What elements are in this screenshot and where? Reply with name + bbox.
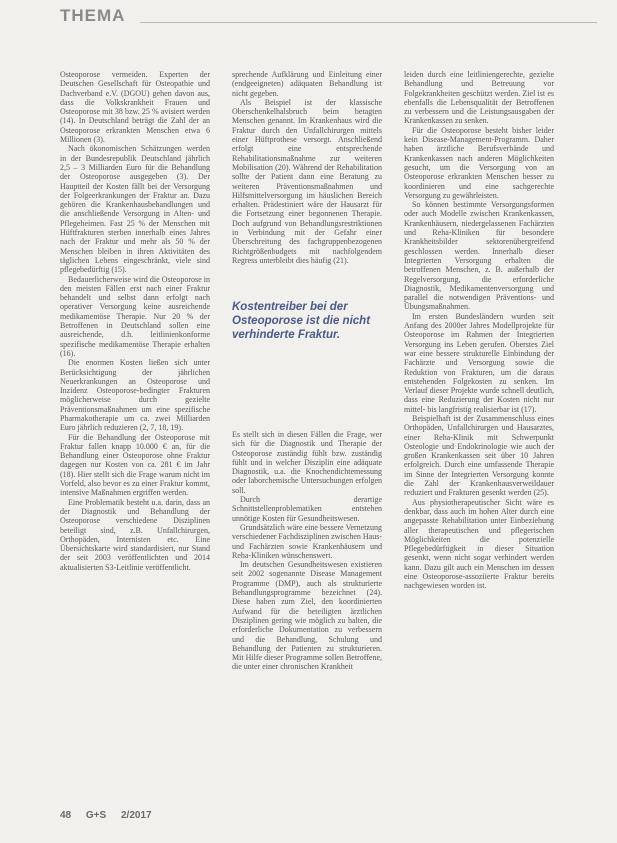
issue-number: 2/2017: [120, 810, 152, 821]
paragraph: Es stellt sich in diesen Fällen die Frage, wer sich für die Diagnostik und Therapie der Osteoporose zuständig fühlt bzw. zuständig fühlt und in welcher Disziplin eine adäquate Diagnostik, u.a. die Knochendichtemessung oder laborchemische Untersuchungen erfolgen soll.: [232, 430, 382, 495]
pull-quote-line: verhinderte Fraktur.: [232, 329, 341, 341]
paragraph: Als Beispiel ist der klassische Oberschenkelhalsbruch beim betagten Menschen genannt. Im Krankenhaus wird die Fraktur durch den Unfallchirurgen mittels einer Hüftprothese versorgt. Anschließend erfolgt eine entsprechende Rehabilitationsmaßnahme zur weiteren Mobilisation (20). Während der Rehabilitation sollte der Patient dann eine Beratung zu weiteren Präventionsmaßnahmen und Hilfsmittelversorgung im häuslichen Bereich erhalten. Prädestiniert wäre der Hausarzt für die Fortsetzung einer begonnenen Therapie. Doch aufgrund von Behandlungsrestriktionen in Verbindung mit der Gefahr einer Überschreitung des fachgruppenbezogenen Richtgrößenbudgets mit nachfolgendem Regress unterbleibt dies häufig (21).: [232, 97, 382, 265]
header-rule: [140, 22, 597, 23]
pull-quote-line: Osteoporose ist die nicht: [232, 315, 371, 327]
page-footer: [60, 810, 164, 821]
paragraph: sprechende Aufklärung und Einleitung einer (endgeeigneten) adäquaten Behandlung ist nicht gegeben.: [232, 70, 382, 98]
paragraph: Nach ökonomischen Schätzungen werden in der Bundesrepublik Deutschland jährlich 2,5 – 3 Milliarden Euro für die Behandlung der Osteoporose ausgegeben (3). Der Hauptteil der Kosten fällt bei der Versorgung der Folgeerkrankungen der Fraktur an. Dazu gehören die Krankenhausbehandlungen und die anschließende Versorgung in Alten- und Pflegeheimen. Fast 25 % der Menschen mit Hüftfrakturen sterben innerhalb eines Jahres nach der Fraktur und mehr als 50 % der Menschen bleiben in ihren Aktivitäten des täglichen Lebens eingeschränkt, viele sind pflegebedürftig (15).: [60, 144, 210, 275]
paragraph: Im deutschen Gesundheitswesen existieren seit 2002 sogenannte Disease Management Programme (DMP), auch als strukturierte Behandlungsprogramme bezeichnet (24). Diese haben zum Ziel, den koordinierten Aufwand für die beteiligten ärztlichen Disziplinen gering wie möglich zu halten, die erforderliche Dokumentation zu verbessern und die Behandlung, Schulung und Behandlung der Patienten zu strukturieren. Mit Hilfe dieser Programme sollen Betroffene, die unter einer chronischen Krankheit: [232, 560, 382, 672]
journal-name: G+S: [85, 810, 107, 821]
article-column-1: [60, 70, 210, 822]
pull-quote-line: Kostentreiber bei der: [232, 301, 348, 313]
article-column-3: [404, 70, 554, 822]
pull-quote: [232, 300, 402, 342]
paragraph: Durch derartige Schnittstellenproblematiken entstehen unnötige Kosten für Gesundheitswesen.: [232, 495, 382, 523]
paragraph: Osteoporose vermeiden. Experten der Deutschen Gesellschaft für Osteopathie und Dachverband e.V. (DGOU) gehen davon aus, dass die Volkskrankheit Frauen und Osteoporose mit 38 bzw. 25 % avisiert werden (14). In Deutschland beträgt die Zahl der an Osteoporose erkrankten Menschen etwa 6 Millionen (3).: [60, 70, 210, 145]
paragraph: Im ersten Bundesländern wurden seit Anfang des 2000er Jahres Modellprojekte für Osteoporose im Rahmen der Integrierten Versorgung ins Leben gerufen. Oberstes Ziel war eine bessere strukturelle Einbindung der Fachärzte und Versorgung sowie die Reduktion von Frakturen, um die daraus entstehenden Folgekosten zu senken. Im Verlauf dieser Projekte wurde schnell deutlich, dass eine Reduzierung der Kosten nicht nur mittel- bis langfristig realisierbar ist (17).: [404, 311, 554, 414]
paragraph: Für die Osteoporose besteht bisher leider kein Disease-Management-Programm. Daher haben ärztliche Berufsverbände und Krankenkassen nach anderen Möglichkeiten gesucht, um die Versorgung von an Osteoporose erkrankten Menschen besser zu koordinieren und eine sachgerechte Versorgung zu gewährleisten.: [404, 125, 554, 200]
section-title: THEMA: [60, 6, 126, 25]
paragraph: leiden durch eine leitliniengerechte, gezielte Behandlung und Betreuung vor Folgekrankheiten geschützt werden. Ziel ist es ebenfalls die Lebensqualität der Betroffenen zu verbessern und die Leistungsausgaben der Krankenkassen zu senken.: [404, 70, 554, 126]
paragraph: Eine Problematik besteht u.a. darin, dass an der Diagnostik und Behandlung der Osteoporose verschiedene Disziplinen beteiligt sind, z.B. Unfallchirurgen, Orthopäden, Internisten etc. Eine Übersichtskarte wird standardisiert, nur Stand der seit 2003 veröffentlichten und 2014 aktualisierten S3-Leitlinie veröffentlicht.: [60, 497, 210, 572]
article-column-2-bottom: [232, 430, 382, 822]
paragraph: Bedauerlicherweise wird die Osteoporose in den meisten Fällen erst nach einer Fraktur behandelt und selbst dann erfolgt nach operativer Versorgung keine ausreichende medikamentöse Therapie. Nur 20 % der Betroffenen in Deutschland sollen eine ausreichende, d.h. leitlinienkonforme spezifische medikamentöse Therapie erhalten (16).: [60, 274, 210, 358]
paragraph: Für die Behandlung der Osteoporose mit Fraktur fallen knapp 10.000 € an, für die Behandlung einer Osteoporose ohne Fraktur dagegen nur Kosten von ca. 281 € im Jahr (18). Hier stellt sich die Frage warum nicht im Vorfeld, also bevor es zu einer Fraktur kommt, intensive Maßnahmen ergriffen werden.: [60, 432, 210, 498]
paragraph: Die enormen Kosten ließen sich unter Berücksichtigung der jährlichen Neuerkrankungen an Osteoporose und Inzidenz Osteoporose-bedingter Frakturen möglicherweise durch gezielte Präventionsmaßnahmen um eine spezifische Pharmakotherapie um ca. zwei Milliarden Euro jährlich reduzieren (2, 7, 18, 19).: [60, 358, 210, 433]
paragraph: So können bestimmte Versorgungsformen oder auch Modelle zwischen Krankenkassen, Krankenhäusern, niedergelassenen Fachärzten und Reha-Kliniken für besondere Krankheitsbilder sektorenübergreifend geschlossen werden. Innerhalb dieser Integrierten Versorgung erhalten die betroffenen Menschen, z. B. außerhalb der Regelversorgung, die erforderliche Diagnostik, Medikamentenversorgung und parallel die notwendigen Präventions- und Übungsmaßnahmen.: [404, 200, 554, 312]
paragraph: Aus physiotherapeutischer Sicht wäre es denkbar, dass auch im hohen Alter durch eine angepasste Rehabilitation unter Einbeziehung aller therapeutischen und pflegerischen Möglichkeiten die potenzielle Pflegebedürftigkeit in dieser Situation gesenkt, wenn nicht sogar verhindert werden kann. Dazu gilt auch ein Menschen im dessen eine Osteoporose-assoziierte Fraktur bereits nachgewiesen worden ist.: [404, 497, 554, 591]
paragraph: Grundsätzlich wäre eine bessere Vernetzung verschiedener Fachdisziplinen zwischen Haus- und Fachärzten sowie Krankenhäusern und Reha-Kliniken wünschenswert.: [232, 522, 382, 560]
page-number: 48: [60, 810, 72, 821]
paragraph: Beispielhaft ist der Zusammenschluss eines Orthopäden, Unfallchirurgen und Hausarztes, einer Reha-Klinik mit Schwerpunkt Osteologie und Endokrinologie wie auch der großen Krankenkassen seit über 10 Jahren erfolgreich. Durch eine umfassende Therapie im Sinne der Integrierten Versorgung konnte die Zahl der Krankenhausverweildauer reduziert und Frakturen gesenkt werden (25).: [404, 413, 554, 498]
